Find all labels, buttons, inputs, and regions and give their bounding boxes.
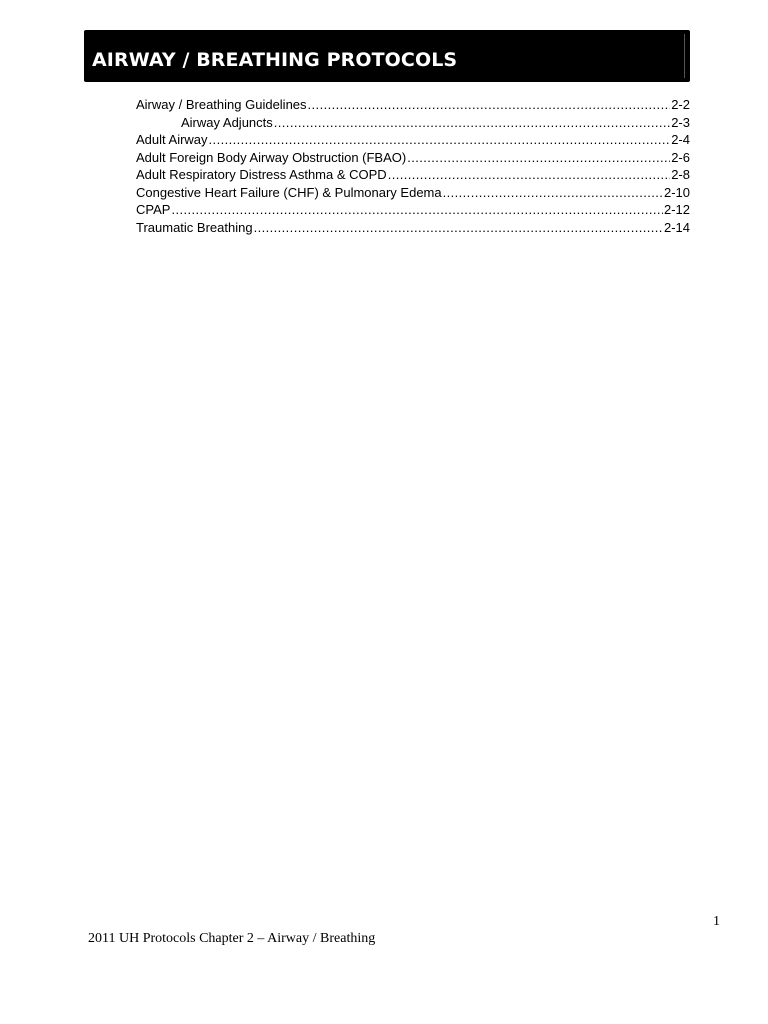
toc-entry-label: CPAP bbox=[136, 202, 171, 217]
toc-entry-cpap[interactable] bbox=[136, 201, 690, 219]
toc-entry-label: Airway / Breathing Guidelines bbox=[136, 97, 307, 112]
toc-entry-label: Congestive Heart Failure (CHF) & Pulmonary Edema bbox=[136, 184, 442, 200]
toc-entry-chf-pulmonary-edema[interactable] bbox=[136, 184, 690, 202]
toc-entry-airway-adjuncts[interactable] bbox=[136, 114, 690, 132]
toc-entry-page: 2-8 bbox=[671, 167, 690, 182]
toc-entry-label: Adult Airway bbox=[136, 132, 208, 147]
toc-dot-leader bbox=[254, 219, 663, 237]
toc-entry-label: Adult Respiratory Distress Asthma & COPD bbox=[136, 167, 387, 182]
table-of-contents bbox=[136, 96, 690, 236]
page-number: 1 bbox=[713, 914, 720, 929]
toc-entry-page: 2-12 bbox=[663, 202, 690, 217]
toc-entry-traumatic-breathing[interactable] bbox=[136, 219, 690, 237]
toc-dot-leader bbox=[407, 149, 670, 167]
toc-entry-label: Traumatic Breathing bbox=[136, 219, 253, 235]
toc-entry-adult-airway[interactable] bbox=[136, 131, 690, 149]
toc-entry-page: 2-10 bbox=[663, 184, 690, 200]
toc-entry-page: 2-3 bbox=[671, 114, 690, 130]
toc-entry-page: 2-2 bbox=[671, 97, 690, 112]
footer-text: 2011 UH Protocols Chapter 2 – Airway / Breathing bbox=[88, 931, 376, 946]
toc-dot-leader bbox=[209, 131, 671, 149]
toc-dot-leader bbox=[308, 96, 671, 114]
toc-entry-page: 2-6 bbox=[671, 149, 690, 165]
section-header-bar bbox=[84, 30, 690, 82]
toc-entry-label: Adult Foreign Body Airway Obstruction (FBAO) bbox=[136, 149, 407, 165]
toc-dot-leader bbox=[388, 166, 671, 184]
toc-dot-leader bbox=[274, 114, 670, 132]
toc-dot-leader bbox=[171, 201, 663, 219]
toc-dot-leader bbox=[443, 184, 663, 202]
toc-entry-label: Airway Adjuncts bbox=[181, 114, 273, 130]
toc-entry-page: 2-4 bbox=[671, 132, 690, 147]
toc-entry-adult-respiratory-distress[interactable] bbox=[136, 166, 690, 184]
toc-entry-airway-breathing-guidelines[interactable] bbox=[136, 96, 690, 114]
toc-entry-page: 2-14 bbox=[663, 219, 690, 235]
toc-entry-adult-fbao[interactable] bbox=[136, 149, 690, 167]
page-title: AIRWAY / BREATHING PROTOCOLS bbox=[92, 49, 458, 71]
